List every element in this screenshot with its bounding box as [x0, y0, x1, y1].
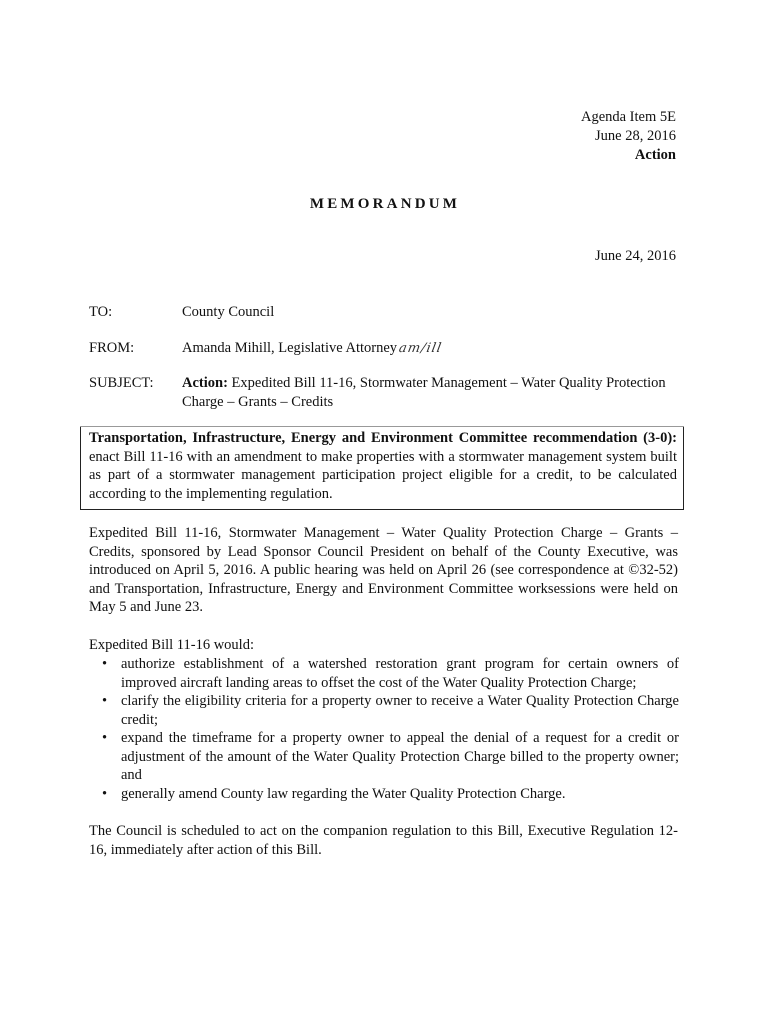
- bill-effects-list: [89, 655, 679, 803]
- bullet-icon: •: [102, 656, 108, 672]
- recommendation-box: [80, 426, 684, 510]
- memo-date: June 24, 2016: [595, 248, 676, 264]
- bullet-icon: •: [102, 693, 108, 709]
- paragraph-introduction: Expedited Bill 11-16, Stormwater Management – Water Quality Protection Charge – Grants – Credits, sponsored by Lead Sponsor Council President on behalf of the County Executive, was introduced on April 5, 2016. A public hearing was held on April 26 (see correspondence at ©32-52) and Transportation, Infrastructure, Energy and Environment Committee worksessions were held on May 5 and June 23.: [89, 525, 678, 615]
- agenda-block: [581, 108, 676, 165]
- agenda-status: Action: [634, 147, 676, 163]
- subject-action: Action:: [182, 375, 228, 391]
- list-item: [89, 655, 679, 692]
- recommendation-body: enact Bill 11-16 with an amendment to make properties with a stormwater management system built as part of a stormwater management participation project eligible for a credit, to be calculated according to the implementing regulation.: [89, 448, 677, 502]
- from-value-wrap: [182, 339, 689, 358]
- signature: am/ill: [397, 341, 444, 356]
- subject-text: Expedited Bill 11-16, Stormwater Management – Water Quality Protection Charge – Grants – Credits: [182, 375, 666, 410]
- subject-row: [89, 374, 689, 412]
- list-item: [89, 729, 679, 785]
- list-item: [89, 785, 679, 804]
- memo-title: MEMORANDUM: [309, 196, 461, 212]
- agenda-date: June 28, 2016: [595, 128, 676, 144]
- from-row: [89, 339, 689, 358]
- list-item-text: authorize establishment of a watershed restoration grant program for certain owners of improved aircraft landing areas to offset the cost of the Water Quality Protection Charge;: [121, 656, 679, 691]
- from-label: FROM:: [89, 340, 135, 356]
- list-item-text: clarify the eligibility criteria for a property owner to receive a Water Quality Protection Charge credit;: [121, 693, 679, 728]
- recommendation-heading: Transportation, Infrastructure, Energy and Environment Committee recommendation (3-0):: [89, 430, 677, 446]
- to-row: [89, 303, 689, 322]
- from-value: Amanda Mihill, Legislative Attorney: [182, 340, 398, 356]
- paragraph-would-intro: Expedited Bill 11-16 would:: [89, 637, 254, 653]
- list-item-text: expand the timeframe for a property owner to appeal the denial of a request for a credit or adjustment of the amount of the Water Quality Protection Charge billed to the property owner; and: [121, 730, 679, 783]
- paragraph-council-schedule: The Council is scheduled to act on the companion regulation to this Bill, Executive Regulation 12-16, immediately after action of this Bill.: [89, 823, 678, 858]
- to-value: County Council: [182, 304, 275, 320]
- list-item: [89, 692, 679, 729]
- subject-value: [182, 374, 689, 412]
- list-item-text: generally amend County law regarding the Water Quality Protection Charge.: [121, 785, 566, 802]
- agenda-item: Agenda Item 5E: [580, 109, 676, 125]
- bullet-icon: •: [102, 730, 108, 746]
- subject-label: SUBJECT:: [89, 375, 154, 391]
- to-label: TO:: [89, 304, 113, 320]
- bullet-icon: •: [102, 785, 108, 802]
- recommendation-top-rule: [80, 426, 684, 427]
